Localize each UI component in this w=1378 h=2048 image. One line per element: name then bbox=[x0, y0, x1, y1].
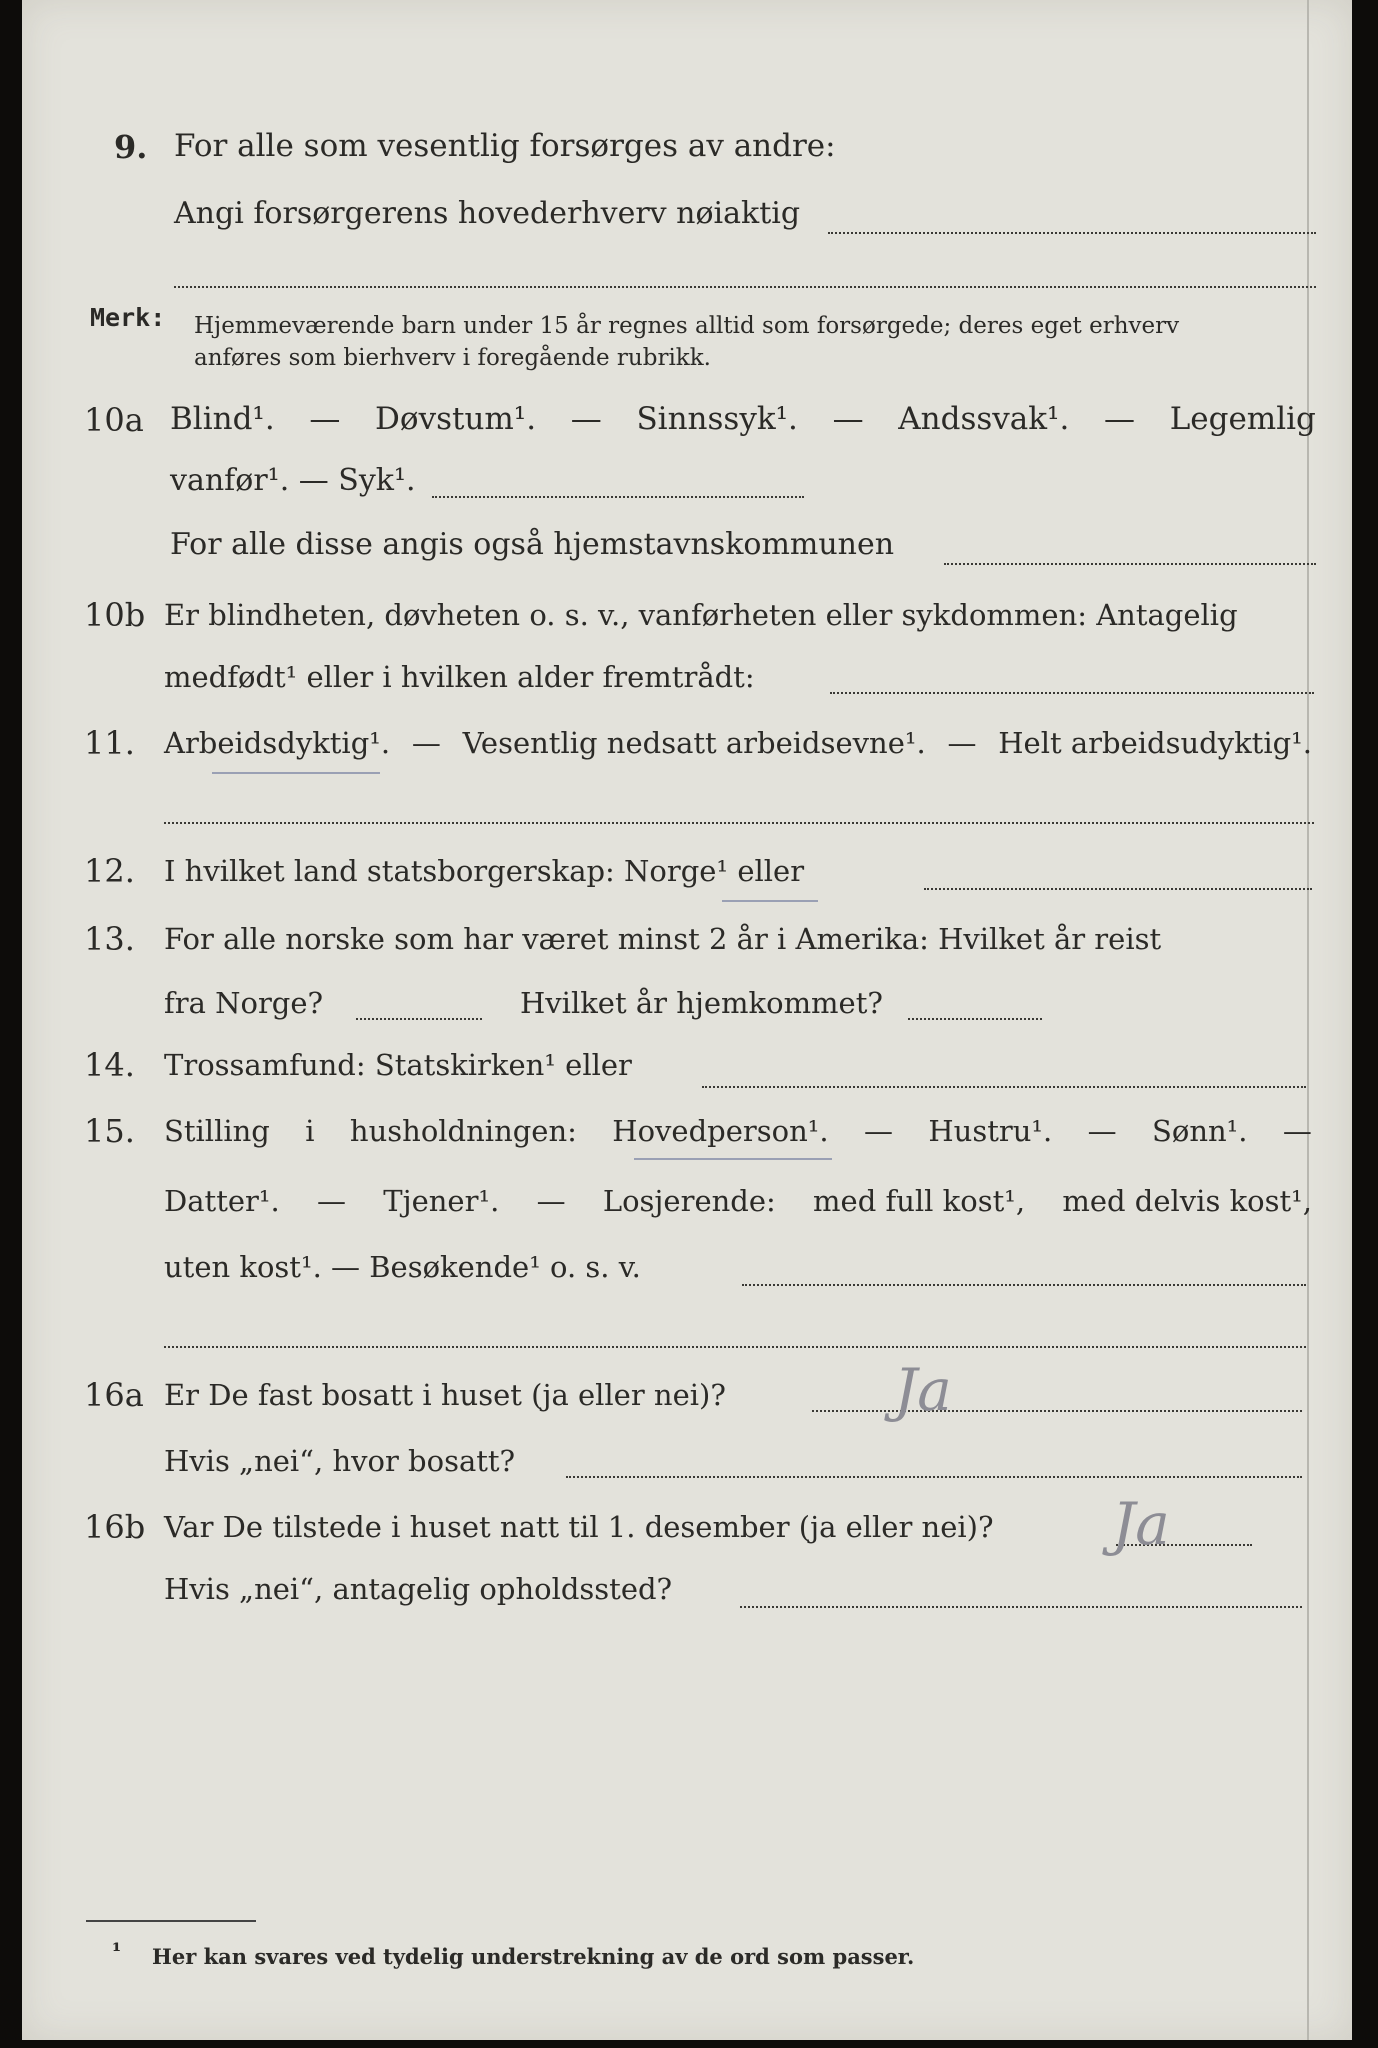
dash: — bbox=[863, 1114, 893, 1148]
q13-line1: For alle norske som har været minst 2 år i Amerika: Hvilket år reist bbox=[164, 922, 1162, 956]
q14-answer-line bbox=[702, 1086, 1306, 1088]
merk-text-1: Hjemmeværende barn under 15 år regnes alltid som forsørgede; deres eget erhverv bbox=[194, 313, 1180, 339]
option-losjerende: Losjerende: bbox=[602, 1184, 776, 1218]
word: husholdningen: bbox=[349, 1114, 577, 1148]
q16b-handwritten-answer: Ja bbox=[1112, 1490, 1170, 1558]
q16a-line1: Er De fast bosatt i huset (ja eller nei)? bbox=[164, 1378, 726, 1412]
q13-answer-line bbox=[356, 1018, 482, 1020]
pencil-underline bbox=[722, 900, 818, 902]
q16b-number: 16b bbox=[84, 1508, 146, 1546]
q15-number: 15. bbox=[84, 1112, 135, 1150]
option-andssvak: Andssvak¹. bbox=[898, 401, 1070, 437]
footnote-text: Her kan svares ved tydelig understrekning av de ord som passer. bbox=[152, 1944, 915, 1969]
option-hustru: Hustru¹. bbox=[928, 1114, 1053, 1148]
q13-number: 13. bbox=[84, 920, 135, 958]
q16a-answer-line bbox=[812, 1410, 1302, 1412]
dash: — bbox=[316, 1184, 346, 1218]
q9-question: For alle som vesentlig forsørges av andre: bbox=[174, 128, 836, 164]
option-legemlig: Legemlig bbox=[1169, 401, 1316, 437]
dash: — bbox=[832, 401, 864, 437]
dash: — bbox=[411, 726, 441, 760]
paper-crease bbox=[1307, 0, 1309, 2040]
q16b-line2: Hvis „nei“, antagelig opholdssted? bbox=[164, 1572, 673, 1606]
word: i bbox=[305, 1114, 315, 1148]
q16a-number: 16a bbox=[84, 1376, 144, 1414]
option-arbeidsudyktig: Helt arbeidsudyktig¹. bbox=[998, 726, 1312, 760]
q9-number: 9. bbox=[114, 128, 148, 166]
q16b-answer-line-2 bbox=[740, 1606, 1302, 1608]
q11-answer-line bbox=[164, 822, 1314, 824]
q14-number: 14. bbox=[84, 1046, 135, 1084]
dash: — bbox=[1104, 401, 1136, 437]
option-arbeidsdyktig: Arbeidsdyktig¹. bbox=[164, 726, 391, 760]
q11-options bbox=[164, 726, 1312, 760]
q15-line3: uten kost¹. — Besøkende¹ o. s. v. bbox=[164, 1250, 641, 1284]
q16a-handwritten-answer: Ja bbox=[894, 1356, 952, 1424]
footnote-rule bbox=[86, 1920, 256, 1922]
q15-answer-line-2 bbox=[164, 1346, 1306, 1348]
q15-line2 bbox=[164, 1184, 1312, 1218]
q16a-line2: Hvis „nei“, hvor bosatt? bbox=[164, 1444, 516, 1478]
q11-number: 11. bbox=[84, 724, 135, 762]
q10b-answer-line bbox=[830, 692, 1314, 694]
option-delvis-kost: med delvis kost¹, bbox=[1062, 1184, 1312, 1218]
option-nedsatt-arbeidsevne: Vesentlig nedsatt arbeidsevne¹. bbox=[462, 726, 926, 760]
q9-answer-line-2 bbox=[174, 286, 1316, 288]
merk-text-2: anføres som bierhverv i foregående rubrikk. bbox=[194, 345, 711, 371]
q10a-line2: vanfør¹. — Syk¹. bbox=[170, 463, 416, 498]
dash: — bbox=[947, 726, 977, 760]
q14-line1: Trossamfund: Statskirken¹ eller bbox=[164, 1048, 632, 1082]
census-form-page bbox=[22, 0, 1352, 2040]
q16a-answer-line-2 bbox=[566, 1476, 1302, 1478]
option-full-kost: med full kost¹, bbox=[813, 1184, 1026, 1218]
q10a-answer-line bbox=[432, 496, 804, 498]
q13-answer-line-2 bbox=[908, 1018, 1042, 1020]
q12-number: 12. bbox=[84, 852, 135, 890]
q10a-answer-line-2 bbox=[944, 563, 1316, 565]
q13-line2b: Hvilket år hjemkommet? bbox=[520, 986, 883, 1020]
dash: — bbox=[1282, 1114, 1312, 1148]
dash: — bbox=[536, 1184, 566, 1218]
q15-line1 bbox=[164, 1114, 1312, 1148]
word: Stilling bbox=[164, 1114, 270, 1148]
option-tjener: Tjener¹. bbox=[383, 1184, 500, 1218]
q16b-line1: Var De tilstede i huset natt til 1. desember (ja eller nei)? bbox=[164, 1510, 994, 1544]
q10a-line3: For alle disse angis også hjemstavnskommunen bbox=[170, 527, 895, 562]
option-dovstum: Døvstum¹. bbox=[375, 401, 537, 437]
q13-line2a: fra Norge? bbox=[164, 986, 324, 1020]
dash: — bbox=[309, 401, 341, 437]
footnote-mark: ¹ bbox=[112, 1938, 122, 1963]
q9-answer-line bbox=[828, 232, 1316, 234]
option-blind: Blind¹. bbox=[170, 401, 275, 437]
q9-instruction: Angi forsørgerens hovederhverv nøiaktig bbox=[174, 196, 801, 231]
dash: — bbox=[570, 401, 602, 437]
q10b-number: 10b bbox=[84, 596, 146, 634]
dash: — bbox=[1087, 1114, 1117, 1148]
q12-answer-line bbox=[924, 888, 1312, 890]
pencil-underline bbox=[634, 1158, 832, 1160]
option-datter: Datter¹. bbox=[164, 1184, 280, 1218]
q15-answer-line bbox=[742, 1284, 1306, 1286]
pencil-underline bbox=[212, 772, 380, 774]
option-hovedperson: Hovedperson¹. bbox=[612, 1114, 829, 1148]
q10a-number: 10a bbox=[84, 401, 144, 439]
q10a-conditions bbox=[170, 401, 1316, 437]
q12-line1: I hvilket land statsborgerskap: Norge¹ eller bbox=[164, 854, 805, 888]
merk-label: Merk: bbox=[90, 303, 166, 332]
option-sonn: Sønn¹. bbox=[1152, 1114, 1248, 1148]
option-sinnssyk: Sinnssyk¹. bbox=[636, 401, 798, 437]
q10b-line1: Er blindheten, døvheten o. s. v., vanførheten eller sykdommen: Antagelig bbox=[164, 598, 1238, 632]
q10b-line2: medfødt¹ eller i hvilken alder fremtrådt: bbox=[164, 660, 755, 694]
